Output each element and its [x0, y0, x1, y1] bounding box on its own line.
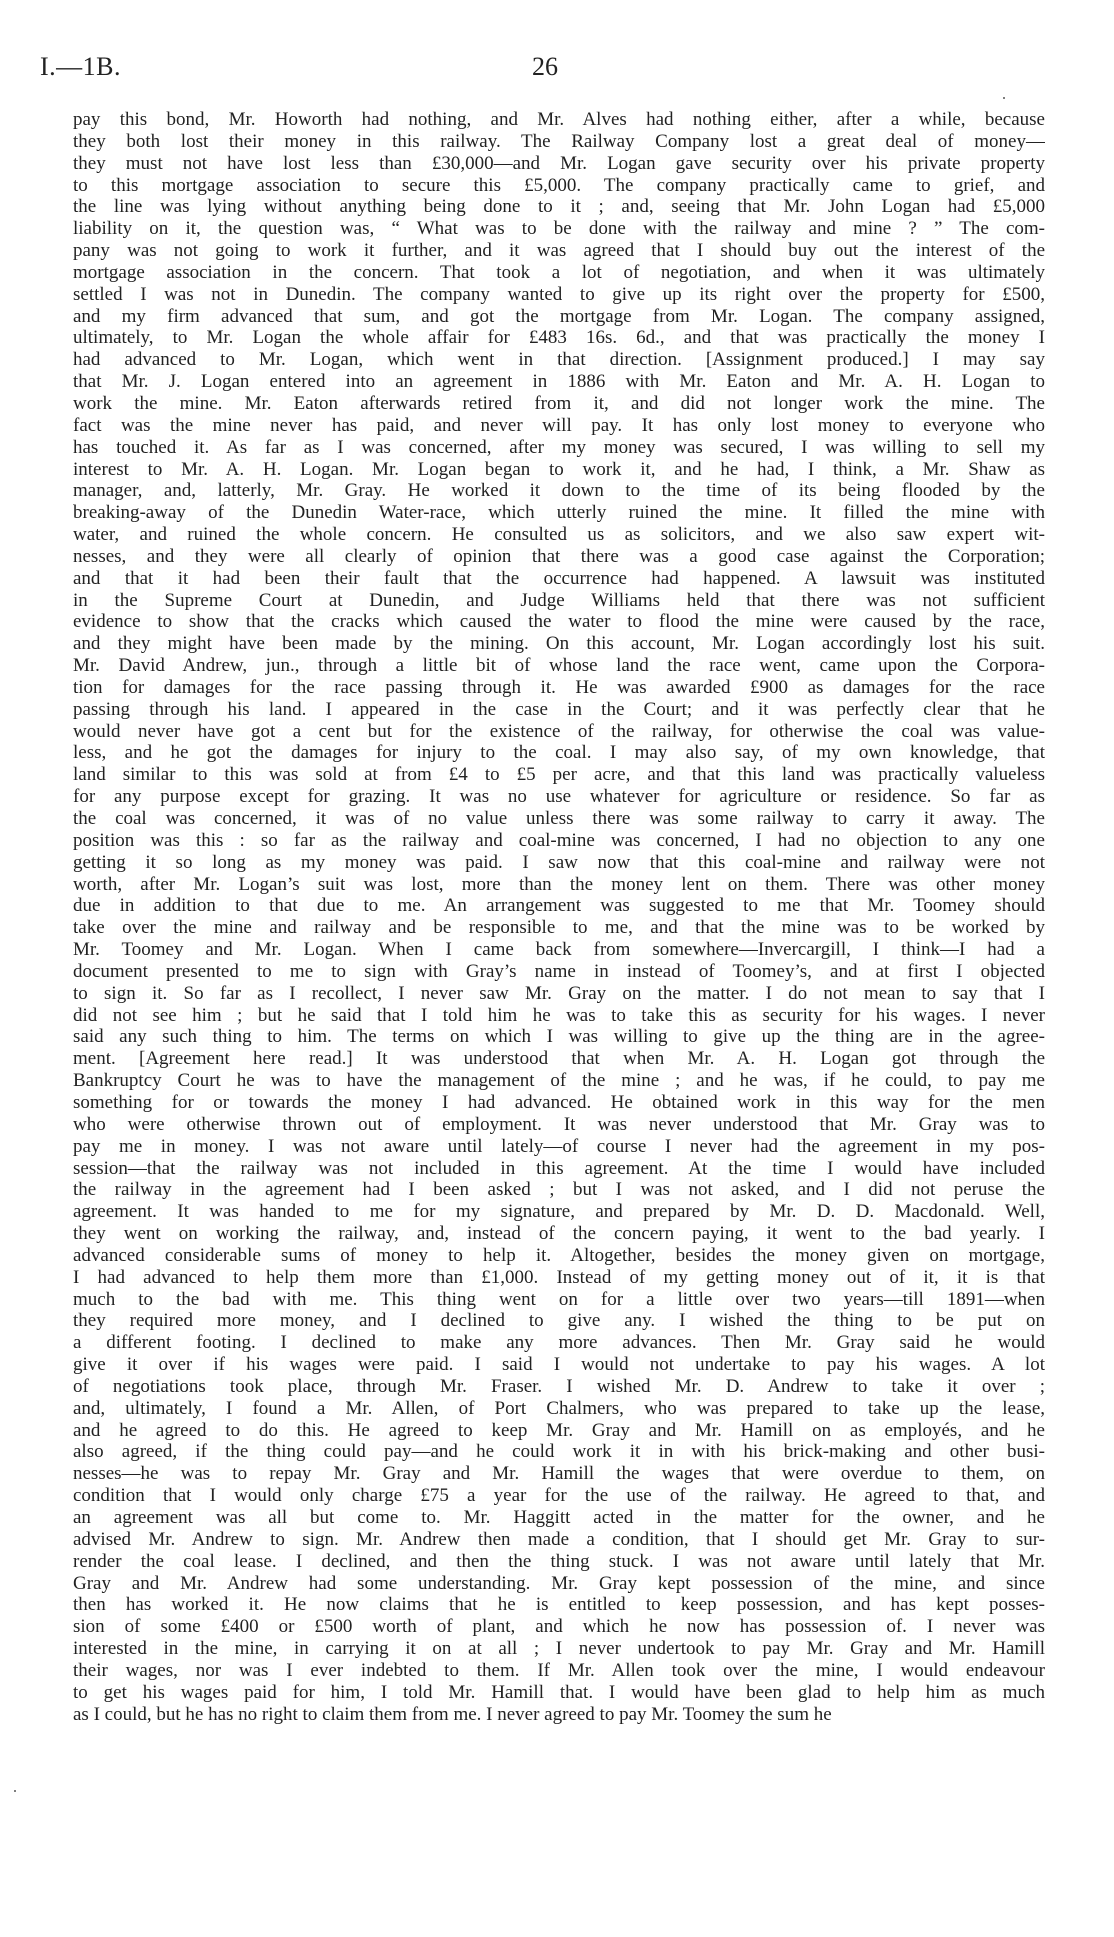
text-line: of negotiations took place, through Mr. Fraser. I wished Mr. D. Andrew to take it over ;	[73, 1375, 1045, 1397]
text-line: sion of some £400 or £500 worth of plant, and which he now has possession of. I never was	[73, 1616, 1045, 1638]
text-line: Mr. David Andrew, jun., through a little bit of whose land the race went, came upon the Corpora-	[73, 655, 1045, 677]
text-line: and, ultimately, I found a Mr. Allen, of Port Chalmers, who was prepared to take up the lease,	[73, 1397, 1045, 1419]
text-line: the line was lying without anything being done to it ; and, seeing that Mr. John Logan had £5,000	[73, 196, 1045, 218]
text-line: and that it had been their fault that the occurrence had happened. A lawsuit was instituted	[73, 567, 1045, 589]
text-line: nesses—he was to repay Mr. Gray and Mr. Hamill the wages that were overdue to them, on	[73, 1463, 1045, 1485]
text-line: would never have got a cent but for the existence of the railway, for otherwise the coal was value-	[73, 720, 1045, 742]
text-line: something for or towards the money I had advanced. He obtained work in this way for the men	[73, 1091, 1045, 1113]
text-line: nesses, and they were all clearly of opinion that there was a good case against the Corporation;	[73, 545, 1045, 567]
text-line: for any purpose except for grazing. It was no use whatever for agriculture or residence. So far as	[73, 786, 1045, 808]
text-line: to this mortgage association to secure this £5,000. The company practically came to grief, and	[73, 174, 1045, 196]
text-line: they both lost their money in this railway. The Railway Company lost a great deal of money—	[73, 130, 1045, 152]
text-line: then has worked it. He now claims that he is entitled to keep possession, and has kept posses-	[73, 1594, 1045, 1616]
text-line: also agreed, if the thing could pay—and he could work it in with his brick-making and other busi-	[73, 1441, 1045, 1463]
text-line: Mr. Toomey and Mr. Logan. When I came back from somewhere—Invercargill, I think—I had a	[73, 939, 1045, 961]
text-line: water, and ruined the whole concern. He consulted us as solicitors, and we also saw expert wit-	[73, 524, 1045, 546]
text-line: pany was not going to work it further, and it was agreed that I should buy out the interest of the	[73, 240, 1045, 262]
text-line: pay this bond, Mr. Howorth had nothing, and Mr. Alves had nothing either, after a while, because	[73, 109, 1045, 130]
text-line: tion for damages for the race passing through it. He was awarded £900 as damages for the race	[73, 676, 1045, 698]
text-line: ment. [Agreement here read.] It was understood that when Mr. A. H. Logan got through the	[73, 1048, 1045, 1070]
page-header	[40, 52, 1050, 92]
text-line: interested in the mine, in carrying it on at all ; I never undertook to pay Mr. Gray and Mr. Hamill	[73, 1638, 1045, 1660]
body-text	[73, 109, 1045, 1725]
text-line: due in addition to that due to me. An arrangement was suggested to me that Mr. Toomey should	[73, 895, 1045, 917]
text-line: getting it so long as my money was paid. I saw now that this coal-mine and railway were not	[73, 851, 1045, 873]
text-line: give it over if his wages were paid. I said I would not undertake to pay his wages. A lot	[73, 1354, 1045, 1376]
text-line: in the Supreme Court at Dunedin, and Judge Williams held that there was not sufficient	[73, 589, 1045, 611]
text-line: render the coal lease. I declined, and then the thing stuck. I was not aware until lately that Mr.	[73, 1550, 1045, 1572]
text-line: advanced considerable sums of money to help it. Altogether, besides the money given on mortgage,	[73, 1244, 1045, 1266]
text-line: agreement. It was handed to me for my signature, and prepared by Mr. D. D. Macdonald. Well,	[73, 1201, 1045, 1223]
text-line: ultimately, to Mr. Logan the whole affair for £483 16s. 6d., and that was practically the money I	[73, 327, 1045, 349]
text-line: less, and he got the damages for injury to the coal. I may also say, of my own knowledge, that	[73, 742, 1045, 764]
text-line: evidence to show that the cracks which caused the water to flood the mine were caused by the race,	[73, 611, 1045, 633]
text-line: I had advanced to help them more than £1,000. Instead of my getting money out of it, it is that	[73, 1266, 1045, 1288]
text-line: who were otherwise thrown out of employment. It was never understood that Mr. Gray was to	[73, 1113, 1045, 1135]
text-line: they required more money, and I declined to give any. I wished the thing to be put on	[73, 1310, 1045, 1332]
text-line: the coal was concerned, it was of no value unless there was some railway to carry it away. The	[73, 808, 1045, 829]
text-line: had advanced to Mr. Logan, which went in that direction. [Assignment produced.] I may say	[73, 349, 1045, 371]
page-reference: I.—1B.	[40, 52, 121, 81]
text-line: document presented to me to sign with Gray’s name in instead of Toomey’s, and at first I objected	[73, 960, 1045, 982]
text-line: interest to Mr. A. H. Logan. Mr. Logan began to work it, and he had, I think, a Mr. Shaw as	[73, 458, 1045, 480]
text-line: advised Mr. Andrew to sign. Mr. Andrew then made a condition, that I should get Mr. Gray to sur-	[73, 1528, 1045, 1550]
text-line: work the mine. Mr. Eaton afterwards retired from it, and did not longer work the mine. The	[73, 392, 1045, 414]
text-line: their wages, nor was I ever indebted to them. If Mr. Allen took over the mine, I would endeavour	[73, 1659, 1045, 1681]
text-line: land similar to this was sold at from £4 to £5 per acre, and that this land was practically valueless	[73, 764, 1045, 786]
stray-mark	[1003, 97, 1005, 99]
text-line: the railway in the agreement had I been asked ; but I was not asked, and I did not peruse the	[73, 1179, 1045, 1201]
text-line: settled I was not in Dunedin. The company wanted to give up its right over the property for £500,	[73, 283, 1045, 305]
text-line: fact was the mine never has paid, and never will pay. It has only lost money to everyone who	[73, 414, 1045, 436]
text-line: that Mr. J. Logan entered into an agreement in 1886 with Mr. Eaton and Mr. A. H. Logan to	[73, 371, 1045, 393]
stray-mark	[14, 1790, 16, 1792]
text-line: liability on it, the question was, “ What was to be done with the railway and mine ? ” The com-	[73, 218, 1045, 240]
text-line: and they might have been made by the mining. On this account, Mr. Logan accordingly lost his suit.	[73, 633, 1045, 655]
text-line: passing through his land. I appeared in the case in the Court; and it was perfectly clear that he	[73, 698, 1045, 720]
text-line: Gray and Mr. Andrew had some understanding. Mr. Gray kept possession of the mine, and since	[73, 1572, 1045, 1594]
text-line: session—that the railway was not included in this agreement. At the time I would have included	[73, 1157, 1045, 1179]
text-line: as I could, but he has no right to claim them from me. I never agreed to pay Mr. Toomey the sum he	[73, 1703, 832, 1725]
text-line: has touched it. As far as I was concerned, after my money was secured, I was willing to sell my	[73, 436, 1045, 458]
text-line: Bankruptcy Court he was to have the management of the mine ; and he was, if he could, to pay me	[73, 1070, 1045, 1092]
text-line: much to the bad with me. This thing went on for a little over two years—till 1891—when	[73, 1288, 1045, 1310]
text-line: manager, and, latterly, Mr. Gray. He worked it down to the time of its being flooded by the	[73, 480, 1045, 502]
text-line: they went on working the railway, and, instead of the concern paying, it went to the bad yearly. I	[73, 1223, 1045, 1245]
text-line: and he agreed to do this. He agreed to keep Mr. Gray and Mr. Hamill on as employés, and he	[73, 1419, 1045, 1441]
text-line: a different footing. I declined to make any more advances. Then Mr. Gray said he would	[73, 1332, 1045, 1354]
text-line: and my firm advanced that sum, and got the mortgage from Mr. Logan. The company assigned,	[73, 305, 1045, 327]
text-line: mortgage association in the concern. That took a lot of negotiation, and when it was ultimately	[73, 261, 1045, 283]
text-line: breaking-away of the Dunedin Water-race, which utterly ruined the mine. It filled the mine with	[73, 502, 1045, 524]
text-line: an agreement was all but come to. Mr. Haggitt acted in the matter for the owner, and he	[73, 1507, 1045, 1528]
text-line: said any such thing to him. The terms on which I was willing to give up the thing are in the agree-	[73, 1026, 1045, 1048]
text-line: they must not have lost less than £30,000—and Mr. Logan gave security over his private property	[73, 152, 1045, 174]
text-line: to sign it. So far as I recollect, I never saw Mr. Gray on the matter. I do not mean to say that I	[73, 982, 1045, 1004]
text-line: pay me in money. I was not aware until lately—of course I never had the agreement in my pos-	[73, 1135, 1045, 1157]
text-line: condition that I would only charge £75 a year for the use of the railway. He agreed to that, and	[73, 1485, 1045, 1507]
text-line: did not see him ; but he said that I told him he was to take this as security for his wages. I never	[73, 1004, 1045, 1026]
page-number: 26	[532, 52, 558, 81]
text-line: to get his wages paid for him, I told Mr. Hamill that. I would have been glad to help him as much	[73, 1681, 1045, 1703]
text-line: take over the mine and railway and be responsible to me, and that the mine was to be worked by	[73, 917, 1045, 939]
text-line: position was this : so far as the railway and coal-mine was concerned, I had no objection to any one	[73, 829, 1045, 851]
text-line: worth, after Mr. Logan’s suit was lost, more than the money lent on them. There was other money	[73, 873, 1045, 895]
